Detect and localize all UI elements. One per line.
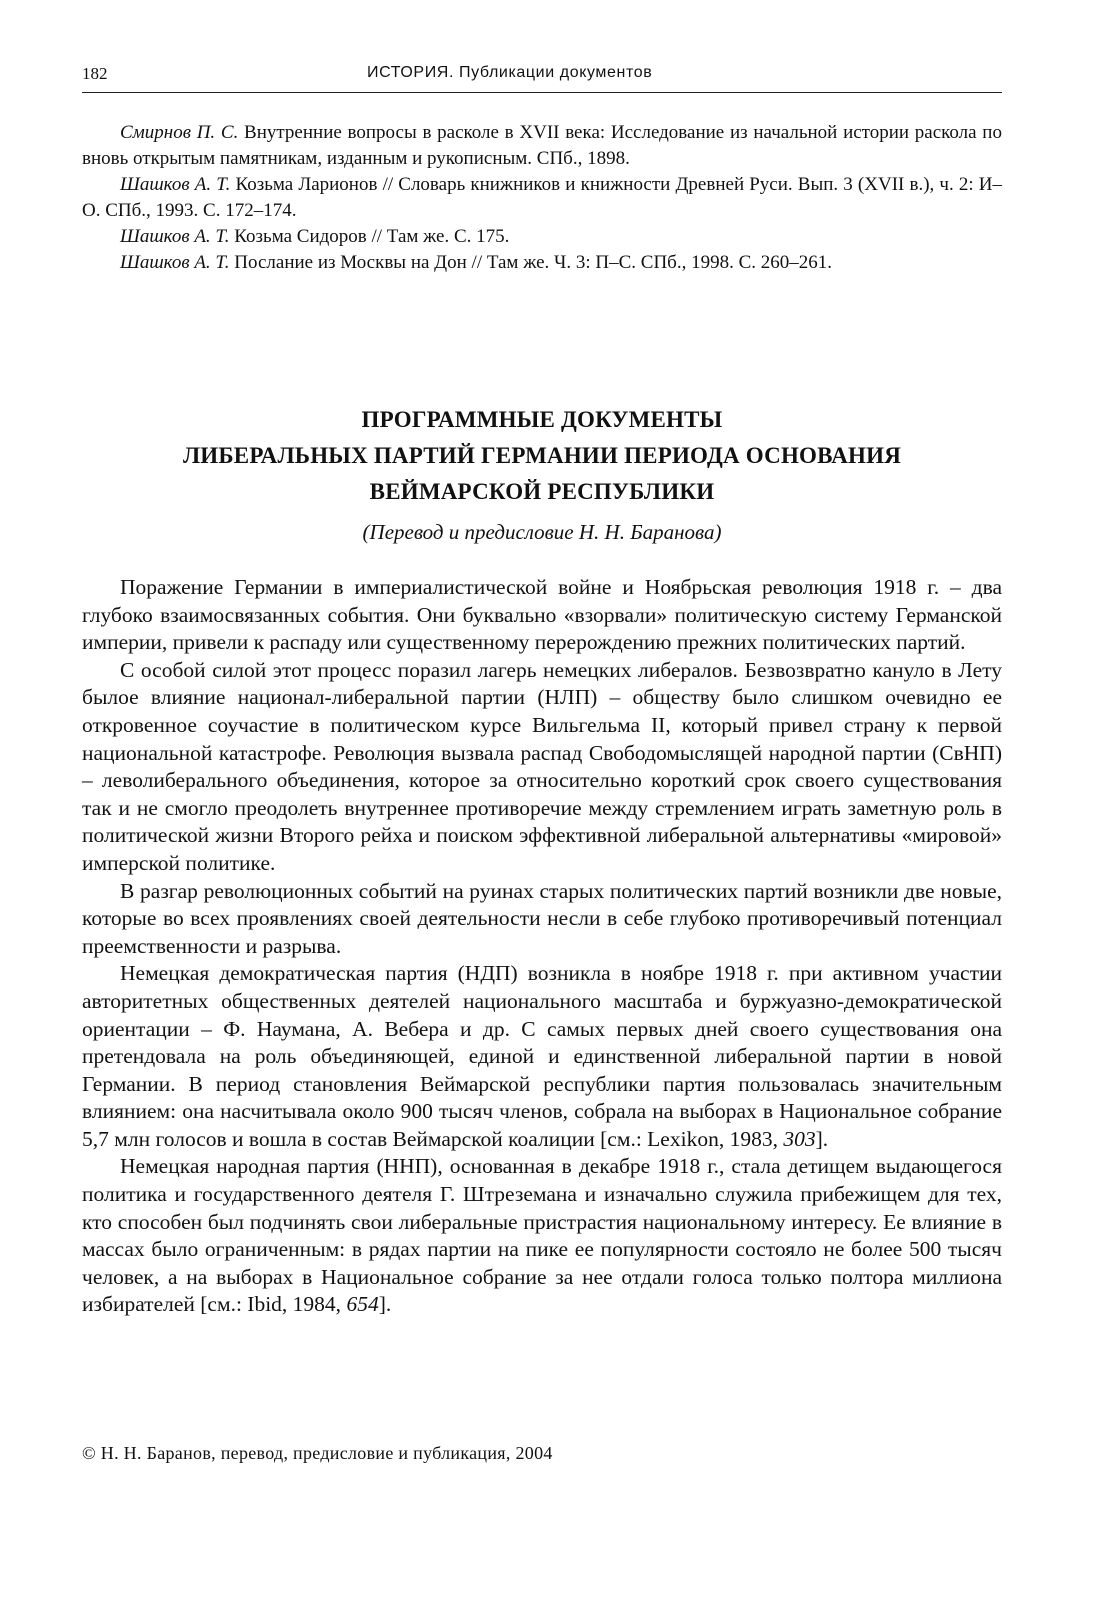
citation-close: ]. <box>815 1126 829 1151</box>
bibliography-list <box>82 120 1002 276</box>
copyright-notice: © Н. Н. Баранов, перевод, предисловие и публикация, 2004 <box>82 1443 553 1463</box>
bibliography-text: Козьма Сидоров // Там же. С. 175. <box>229 226 510 247</box>
paragraph-text: Немецкая демократическая партия (НДП) возникла в ноябре 1918 г. при активном участии авторитетных общественных деятелей национального масштаба и буржуазно-демократической ориентации – Ф. Наумана, А. Вебера и др. С самых первых дней своего существования она претендовала на роль объединяющей, единой и единственной либеральной партии в новой Германии. В период становления Веймарской республики партия пользовалась значительным влиянием: она насчитывала около 900 тысяч членов, собрала на выборах в Национальное собрание 5,7 млн голосов и вошла в состав Веймарской коалиции [см.: Lexikon, 1983, <box>82 961 1002 1151</box>
bibliography-author: Шашков А. Т. <box>120 252 230 273</box>
document-page <box>82 0 1002 1600</box>
bibliography-text: Внутренние вопросы в расколе в XVII века: Исследование из начальной истории раскола по вновь открытым памятникам, изданным и рукописным. СПб., 1898. <box>82 122 1002 169</box>
bibliography-text: Козьма Ларионов // Словарь книжников и книжности Древней Руси. Вып. 3 (XVII в.), ч. 2: И–О. СПб., 1993. С. 172–174. <box>82 174 1003 221</box>
bibliography-author: Смирнов П. С. <box>120 122 239 143</box>
paragraph <box>82 960 1002 1153</box>
article-title-line: ЛИБЕРАЛЬНЫХ ПАРТИЙ ГЕРМАНИИ ПЕРИОДА ОСНОВАНИЯ <box>182 443 902 468</box>
article-body <box>82 574 1002 1319</box>
article-title-line: ВЕЙМАРСКОЙ РЕСПУБЛИКИ <box>369 479 715 504</box>
citation-close: ]. <box>378 1292 392 1317</box>
paragraph <box>82 657 1002 878</box>
bibliography-text: Послание из Москвы на Дон // Там же. Ч. 3: П–С. СПб., 1998. С. 260–261. <box>229 252 833 273</box>
paragraph-text: С особой силой этот процесс поразил лагерь немецких либералов. Безвозвратно кануло в Лету былое влияние национал-либеральной партии (НЛП) – обществу было слишком очевидно ее откровенное соучастие в политическом курсе Вильгельма II, который привел страну к первой национальной катастрофе. Революция вызвала распад Свободомыслящей народной партии (СвНП) – леволиберального объединения, которое за относительно короткий срок своего существования так и не смогло преодолеть внутреннее противоречие между стремлением играть заметную роль в политической жизни Второго рейха и поиском эффективной либеральной альтернативы «мировой» имперской политике. <box>82 657 1002 875</box>
bibliography-author: Шашков А. Т. <box>120 174 231 195</box>
running-header <box>82 62 1002 93</box>
article-title <box>82 402 1002 510</box>
paragraph <box>82 574 1002 657</box>
paragraph-text: Немецкая народная партия (ННП), основанная в декабре 1918 г., стала детищем выдающегося политика и государственного деятеля Г. Штреземана и изначально служила прибежищем для тех, кто способен был подчинять свои либеральные пристрастия национальному интересу. Ее влияние в массах было ограниченным: в рядах партии на пике ее популярности состояло не более 500 тысяч человек, а на выборах в Национальное собрание за нее отдали голоса только полтора миллиона избирателей [см.: Ibid, 1984, <box>82 1154 1002 1317</box>
bibliography-entry <box>82 250 1002 276</box>
article-subtitle: (Перевод и предисловие Н. Н. Баранова) <box>362 520 722 544</box>
citation-page-ref: 303 <box>783 1126 816 1151</box>
bibliography-entry <box>82 172 1002 224</box>
paragraph <box>82 1153 1002 1319</box>
bibliography-author: Шашков А. Т. <box>120 226 230 247</box>
page-number: 182 <box>82 64 108 83</box>
citation-page-ref: 654 <box>346 1292 379 1317</box>
article-title-line: ПРОГРАММНЫЕ ДОКУМЕНТЫ <box>361 407 723 432</box>
bibliography-entry <box>82 224 1002 250</box>
paragraph <box>82 878 1002 961</box>
bibliography-entry <box>82 120 1002 172</box>
paragraph-text: В разгар революционных событий на руинах старых политических партий возникли две новые, которые во всех проявлениях своей деятельности несли в себе глубоко противоречивый потенциал преемственности и разрыва. <box>82 878 1002 958</box>
running-header-title: ИСТОРИЯ. Публикации документов <box>367 64 653 81</box>
paragraph-text: Поражение Германии в империалистической войне и Ноябрьская революция 1918 г. – два глубоко взаимосвязанных события. Они буквально «взорвали» политическую систему Германской империи, привели к распаду или существенному перерождению прежних политических партий. <box>82 575 1002 655</box>
